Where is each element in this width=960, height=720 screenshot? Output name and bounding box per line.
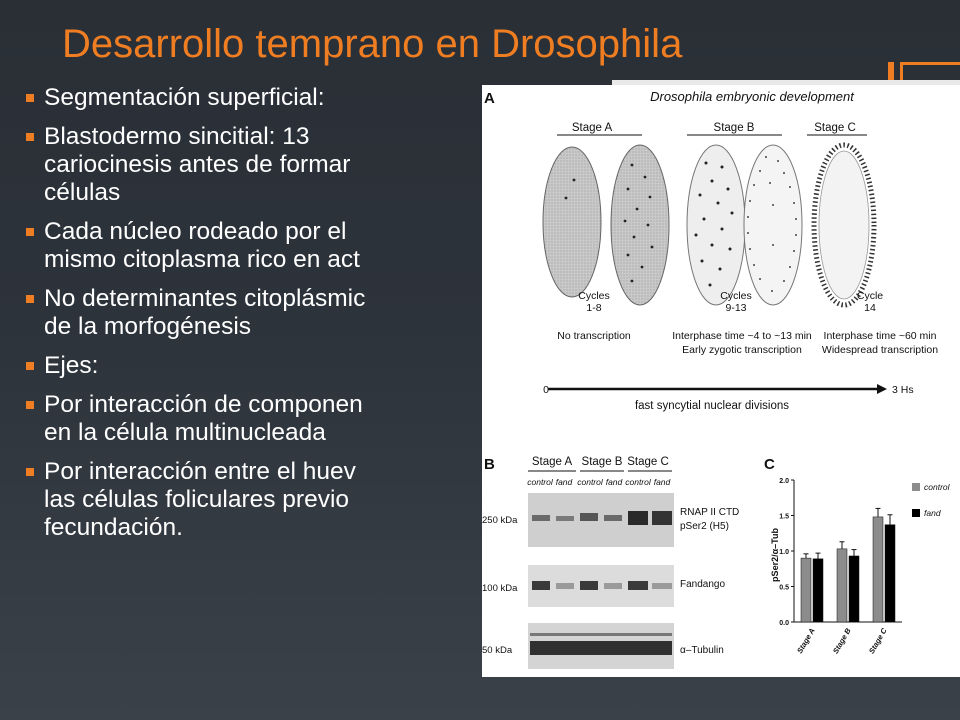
- stage-c-label: Stage C: [814, 122, 856, 134]
- bar-chart: [779, 478, 902, 655]
- bullet-text: Ejes:: [44, 352, 99, 379]
- caption-a3: No transcription: [557, 330, 631, 342]
- caption-a2: 1-8: [586, 302, 602, 314]
- marker-100: 100 kDa: [482, 583, 518, 594]
- embryo-stage-b2: [744, 145, 802, 305]
- axis-end: 3 Hs: [892, 384, 914, 396]
- bullet-text: Blastodermo sincitial: 13 cariocinesis antes de formar células: [44, 123, 351, 206]
- caption-b1: Cycles: [720, 290, 752, 302]
- blot3-label: α–Tubulin: [680, 645, 724, 656]
- bullet-marker-icon: [26, 133, 34, 141]
- blot-tubulin: [528, 623, 674, 669]
- blot-stage-a: Stage A: [531, 456, 573, 468]
- chart-ylabel: pSer2/α–Tub: [770, 528, 780, 582]
- caption-c3: Interphase time ~60 min: [823, 330, 937, 342]
- bullet-text: Cada núcleo rodeado por el mismo citoplasma rico en act: [44, 218, 360, 273]
- lane-control-a: control: [527, 477, 553, 487]
- legend-fand: fand: [924, 508, 941, 518]
- chart-category-label: Stage C: [866, 626, 889, 656]
- bullet-marker-icon: [26, 228, 34, 236]
- caption-b4: Early zygotic transcription: [682, 344, 802, 356]
- bullet-text: Por interacción entre el huev las células foliculares previo fecundación.: [44, 458, 356, 541]
- figure-image: [482, 85, 960, 677]
- embryo-stage-a2: [611, 145, 669, 305]
- chart-bar: [813, 559, 823, 622]
- bullet-marker-icon: [26, 295, 34, 303]
- panel-b-letter: B: [484, 456, 495, 473]
- bullet-marker-icon: [26, 401, 34, 409]
- blot-rnap: [528, 493, 674, 547]
- chart-bar: [885, 525, 895, 622]
- blot-fandango: [528, 565, 674, 607]
- panel-a-title: Drosophila embryonic development: [650, 89, 854, 104]
- bullet-text: No determinantes citoplásmic de la morfogénesis: [44, 285, 366, 340]
- caption-b3: Interphase time ~4 to ~13 min: [672, 330, 812, 342]
- caption-c4: Widespread transcription: [821, 344, 939, 356]
- embryo-stage-b1: [687, 145, 745, 305]
- embryo-stage-a1: [543, 147, 601, 297]
- lane-fand-a: fand: [555, 477, 573, 487]
- marker-50: 50 kDa: [482, 645, 513, 656]
- chart-y-tick-label: 2.0: [779, 478, 789, 485]
- bullet-text: Segmentación superficial:: [44, 84, 325, 111]
- caption-b2: 9-13: [725, 302, 747, 314]
- chart-category-label: Stage B: [830, 626, 853, 656]
- caption-a1: Cycles: [578, 290, 610, 302]
- chart-bar: [849, 556, 859, 622]
- chart-y-tick-label: 0.0: [779, 620, 789, 627]
- caption-c2: 14: [864, 302, 876, 314]
- chart-bar: [873, 517, 883, 622]
- panel-c-letter: C: [764, 456, 775, 473]
- lane-control-b: control: [577, 477, 603, 487]
- legend-swatch-control: [912, 483, 920, 491]
- timeline-arrow-icon: [877, 384, 887, 394]
- legend-swatch-fand: [912, 509, 920, 517]
- bullet-marker-icon: [26, 94, 34, 102]
- chart-y-tick-label: 0.5: [779, 584, 789, 592]
- panel-a-letter: A: [484, 90, 495, 107]
- blot1-label-2: pSer2 (H5): [680, 521, 729, 532]
- embryo-stage-c: [814, 145, 874, 305]
- marker-250: 250 kDa: [482, 515, 518, 526]
- stage-b-label: Stage B: [713, 122, 755, 134]
- axis-label: fast syncytial nuclear divisions: [634, 400, 790, 412]
- axis-start: 0: [543, 384, 549, 396]
- blot1-label-1: RNAP II CTD: [680, 507, 740, 518]
- chart-bar: [837, 549, 847, 622]
- slide-title: Desarrollo temprano en Drosophila: [62, 22, 683, 66]
- stage-a-label: Stage A: [571, 122, 613, 134]
- bullet-marker-icon: [26, 362, 34, 370]
- lane-control-c: control: [625, 477, 651, 487]
- blot-stage-b: Stage B: [581, 456, 623, 468]
- chart-y-tick-label: 1.5: [779, 513, 789, 521]
- chart-bar: [801, 558, 811, 622]
- lane-fand-b: fand: [605, 477, 623, 487]
- caption-c1: Cycle: [856, 290, 884, 302]
- chart-category-label: Stage A: [795, 626, 817, 655]
- bullet-text: Por interacción de componen en la célula multinucleada: [44, 391, 363, 446]
- legend-control: control: [924, 482, 950, 492]
- blot-stage-c: Stage C: [627, 456, 669, 468]
- bullet-marker-icon: [26, 468, 34, 476]
- blot2-label: Fandango: [680, 579, 726, 590]
- chart-y-tick-label: 1.0: [779, 549, 789, 556]
- lane-fand-c: fand: [653, 477, 671, 487]
